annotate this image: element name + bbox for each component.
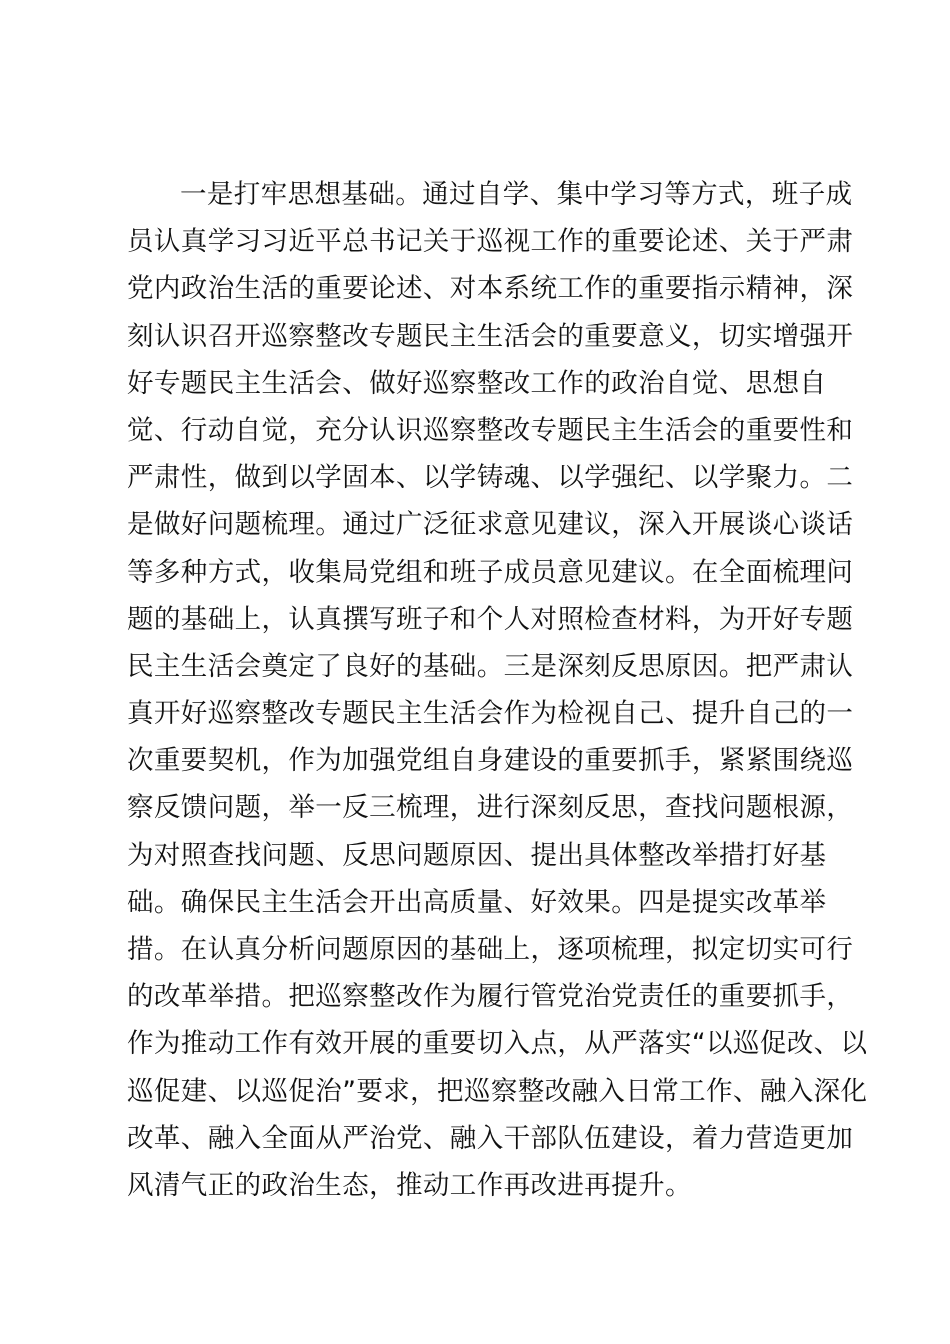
text-line-13: 次重要契机，作为加强党组自身建设的重要抓手，紧紧围绕巡 (127, 745, 854, 777)
body-paragraph (127, 171, 868, 1209)
text-line-18: 的改革举措。把巡察整改作为履行管党治党责任的重要抓手， (127, 981, 854, 1013)
text-line-2: 员认真学习习近平总书记关于巡视工作的重要论述、关于严肃 (127, 226, 854, 258)
text-line-21: 改革、融入全面从严治党、融入干部队伍建设，着力营造更加 (127, 1122, 854, 1154)
text-line-17: 措。在认真分析问题原因的基础上，逐项梳理，拟定切实可行 (127, 934, 854, 965)
text-line-22: 风清气正的政治生态，推动工作再改进再提升。 (127, 1169, 692, 1201)
text-line-12: 真开好巡察整改专题民主生活会作为检视自己、提升自己的一 (127, 698, 854, 730)
text-line-5: 好专题民主生活会、做好巡察整改工作的政治自觉、思想自 (127, 367, 827, 399)
text-line-6: 觉、行动自觉，充分认识巡察整改专题民主生活会的重要性和 (127, 414, 854, 446)
text-line-16: 础。确保民主生活会开出高质量、好效果。四是提实改革举 (127, 886, 827, 918)
text-line-1: 一是打牢思想基础。通过自学、集中学习等方式，班子成 (180, 179, 853, 210)
text-line-3: 党内政治生活的重要论述、对本系统工作的重要指示精神，深 (127, 273, 854, 305)
text-line-4: 刻认识召开巡察整改专题民主生活会的重要意义，切实增强开 (127, 320, 854, 352)
text-line-15: 为对照查找问题、反思问题原因、提出具体整改举措打好基 (127, 839, 827, 871)
text-line-8: 是做好问题梳理。通过广泛征求意见建议，深入开展谈心谈话 (127, 509, 854, 541)
text-line-20: 巡促建、以巡促治”要求，把巡察整改融入日常工作、融入深化 (127, 1075, 868, 1107)
text-line-7: 严肃性，做到以学固本、以学铸魂、以学强纪、以学聚力。二 (127, 462, 854, 494)
text-line-9: 等多种方式，收集局党组和班子成员意见建议。在全面梳理问 (127, 556, 854, 588)
text-line-14: 察反馈问题，举一反三梳理，进行深刻反思，查找问题根源， (127, 792, 854, 824)
text-line-11: 民主生活会奠定了良好的基础。三是深刻反思原因。把严肃认 (127, 650, 854, 682)
text-line-10: 题的基础上，认真撰写班子和个人对照检查材料，为开好专题 (127, 603, 854, 635)
text-line-19: 作为推动工作有效开展的重要切入点，从严落实“以巡促改、以 (127, 1028, 868, 1060)
